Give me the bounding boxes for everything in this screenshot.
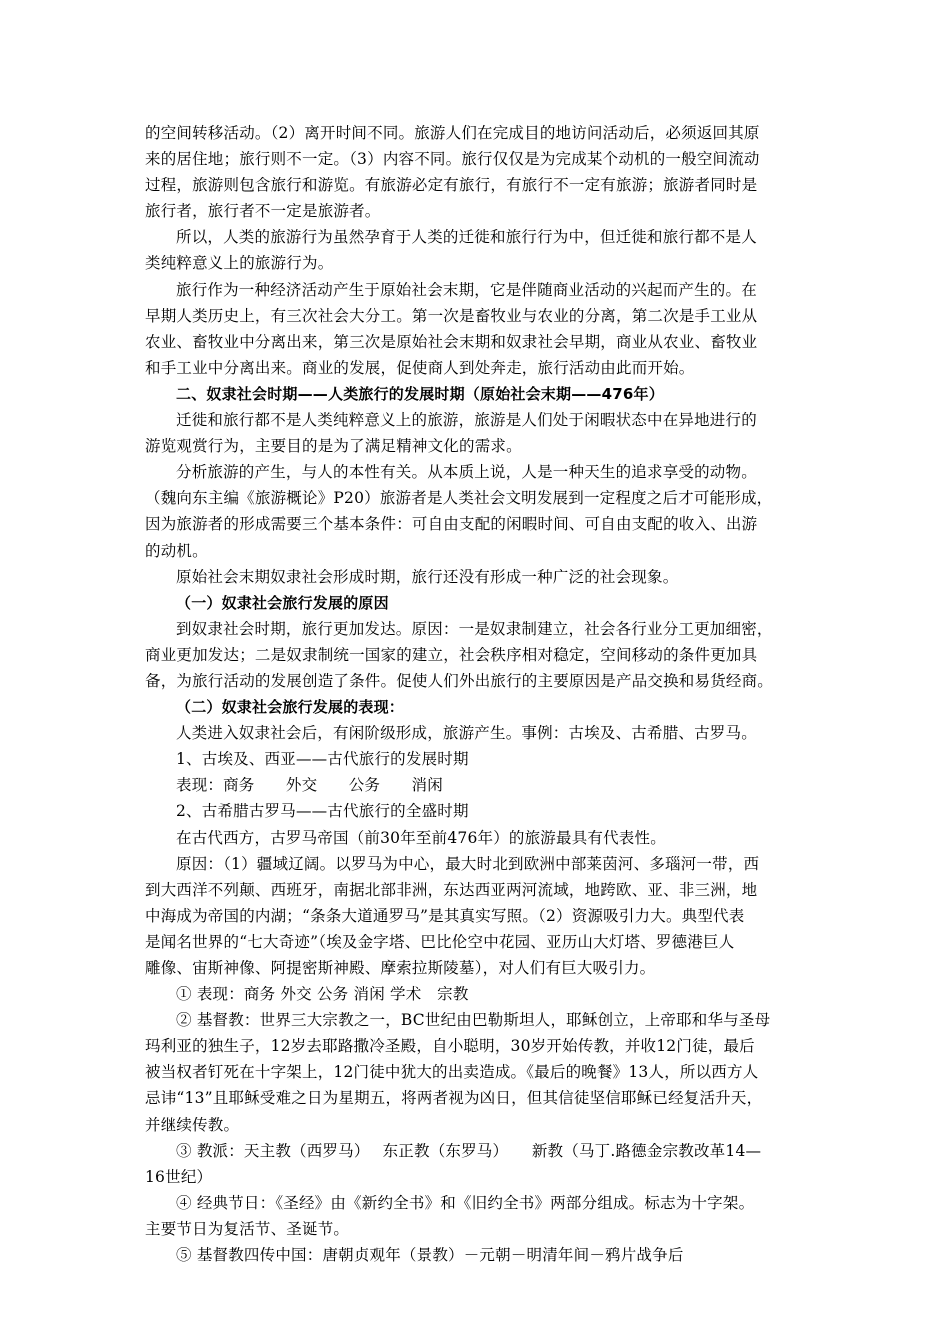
paragraph-line: 因为旅游者的形成需要三个基本条件：可自由支配的闲暇时间、可自由支配的收入、出游: [145, 515, 758, 534]
subsection-heading: （一）奴隶社会旅行发展的原因: [176, 593, 389, 612]
paragraph-line: 过程，旅游则包含旅行和游览。有旅游必定有旅行，有旅行不一定有旅游；旅游者同时是: [145, 176, 758, 195]
paragraph-line: 迁徙和旅行都不是人类纯粹意义上的旅游，旅游是人们处于闲暇状态中在异地进行的: [176, 411, 757, 430]
paragraph-line: ② 基督教：世界三大宗教之一，BC世纪由巴勒斯坦人，耶稣创立，上帝耶和华与圣母: [176, 1011, 771, 1030]
paragraph-line: 早期人类历史上，有三次社会大分工。第一次是畜牧业与农业的分离，第二次是手工业从: [145, 306, 758, 325]
paragraph-line: 并继续传教。: [145, 1115, 240, 1134]
paragraph-line: （魏向东主编《旅游概论》P20）旅游者是人类社会文明发展到一定程度之后才可能形成，: [145, 489, 773, 508]
paragraph-line: 分析旅游的产生，与人的本性有关。从本质上说，人是一种天生的追求享受的动物。: [176, 463, 757, 482]
paragraph-line: 和手工业中分离出来。商业的发展，促使商人到处奔走，旅行活动由此而开始。: [145, 358, 695, 377]
document-page: [145, 120, 813, 1268]
paragraph-line: 类纯粹意义上的旅游行为。: [145, 254, 334, 273]
subsection-heading: （二）奴隶社会旅行发展的表现：: [176, 698, 405, 717]
paragraph-line: 原因：（1）疆域辽阔。以罗马为中心，最大时北到欧洲中部莱茵河、多瑙河一带，西: [176, 854, 760, 873]
paragraph-line: 旅行者，旅行者不一定是旅游者。: [145, 202, 381, 221]
paragraph-line: 是闻名世界的“七大奇迹”（埃及金字塔、巴比伦空中花园、亚历山大灯塔、罗德港巨人: [145, 932, 735, 951]
paragraph-line: 的空间转移活动。（2）离开时间不同。旅游人们在完成目的地访问活动后，必须返回其原: [145, 124, 760, 142]
paragraph-line: 的动机。: [145, 541, 208, 560]
paragraph-line: 农业、畜牧业中分离出来，第三次是原始社会末期和奴隶社会早期，商业从农业、畜牧业: [145, 332, 758, 351]
paragraph-line: 雕像、宙斯神像、阿提密斯神殿、摩索拉斯陵墓），对人们有巨大吸引力。: [145, 959, 656, 977]
paragraph-line: 1、古埃及、西亚——古代旅行的发展时期: [176, 750, 469, 769]
paragraph-line: ① 表现：商务 外交 公务 消闲 学术 宗教: [176, 985, 469, 1004]
paragraph-line: ④ 经典节日：《圣经》由《新约全书》和《旧约全书》两部分组成。标志为十字架。: [176, 1193, 755, 1212]
paragraph-line: 被当权者钉死在十字架上，12门徒中犹大的出卖造成。《最后的晚餐》13人，所以西方人: [145, 1063, 759, 1082]
paragraph-line: 中海成为帝国的内湖；“条条大道通罗马”是其真实写照。（2）资源吸引力大。典型代表: [145, 906, 745, 925]
paragraph-line: 到奴隶社会时期，旅行更加发达。原因：一是奴隶制建立，社会各行业分工更加细密，: [176, 619, 773, 638]
paragraph-line: 忌讳“13”且耶稣受难之日为星期五，将两者视为凶日，但其信徒坚信耶稣已经复活升天，: [145, 1089, 763, 1108]
paragraph-line: 玛利亚的独生子，12岁去耶路撒冷圣殿，自小聪明，30岁开始传教，并收12门徒，最后: [145, 1037, 755, 1056]
paragraph-line: 到大西洋不列颠、西班牙，南据北部非洲，东达西亚两河流域，地跨欧、亚、非三洲，地: [145, 880, 758, 899]
paragraph-line: 游览观赏行为，主要目的是为了满足精神文化的需求。: [145, 437, 522, 456]
paragraph-line: 表现：商务 外交 公务 消闲: [176, 776, 443, 795]
paragraph-line: 原始社会末期奴隶社会形成时期，旅行还没有形成一种广泛的社会现象。: [176, 567, 679, 586]
paragraph-line: 商业更加发达；二是奴隶制统一国家的建立，社会秩序相对稳定，空间移动的条件更加具: [145, 645, 758, 664]
paragraph-line: 来的居住地；旅行则不一定。（3）内容不同。旅行仅仅是为完成某个动机的一般空间流动: [145, 150, 760, 169]
paragraph-line: 16世纪）: [145, 1167, 213, 1186]
paragraph-line: 人类进入奴隶社会后，有闲阶级形成，旅游产生。事例：古埃及、古希腊、古罗马。: [176, 724, 757, 743]
paragraph-line: ③ 教派：天主教（西罗马） 东正教（东罗马） 新教（马丁.路德金宗教改革14—: [176, 1141, 762, 1160]
paragraph-line: 所以，人类的旅游行为虽然孕育于人类的迁徙和旅行行为中，但迁徙和旅行都不是人: [176, 228, 757, 247]
paragraph-line: 2、古希腊古罗马——古代旅行的全盛时期: [176, 802, 469, 821]
paragraph-line: 在古代西方，古罗马帝国（前30年至前476年）的旅游最具有代表性。: [176, 828, 666, 847]
paragraph-line: 主要节日为复活节、圣诞节。: [145, 1219, 350, 1238]
paragraph-line: 备，为旅行活动的发展创造了条件。促使人们外出旅行的主要原因是产品交换和易货经商。: [145, 671, 774, 690]
section-heading: 二、奴隶社会时期——人类旅行的发展时期（原始社会末期——476年）: [176, 384, 664, 403]
paragraph-line: ⑤ 基督教四传中国：唐朝贞观年（景教）－元朝－明清年间－鸦片战争后: [176, 1246, 684, 1265]
paragraph-line: 旅行作为一种经济活动产生于原始社会末期，它是伴随商业活动的兴起而产生的。在: [176, 280, 757, 299]
